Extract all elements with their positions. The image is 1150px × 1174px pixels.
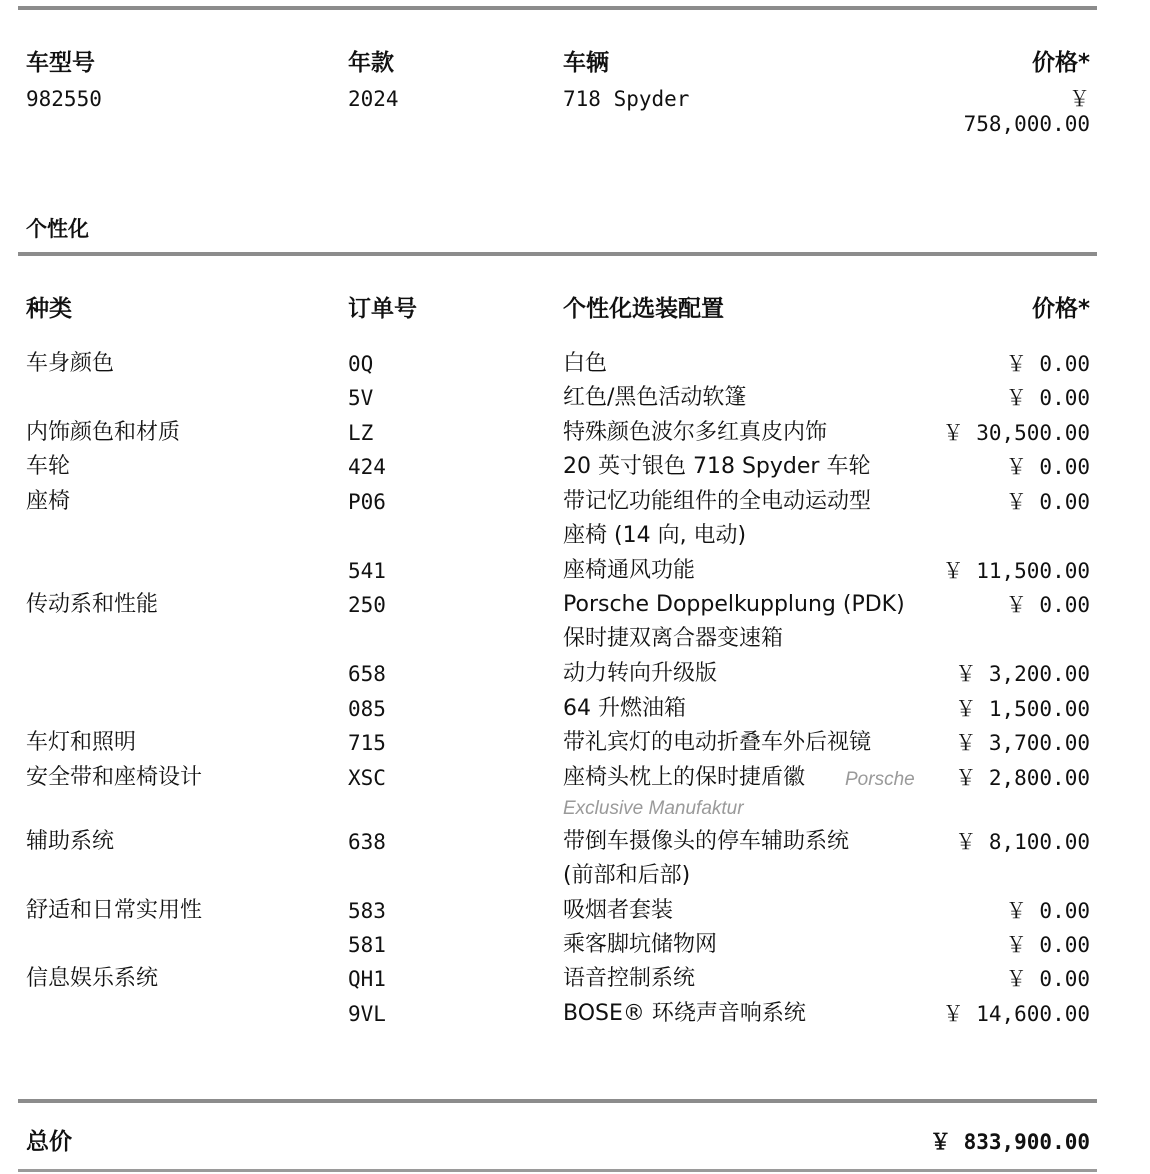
vehicle-name: 718 Spyder [563,87,690,111]
vehicle-price: 758,000.00 [963,112,1090,136]
option-description: 特殊颜色波尔多红真皮内饰 [563,420,828,445]
option-price-header: 价格* [1031,296,1090,322]
footer-divider [18,1169,1097,1172]
option-description: 动力转向升级版 [563,661,718,686]
option-order-code: 715 [348,731,386,755]
option-description: Porsche Doppelkupplung (PDK) [563,592,905,617]
option-price: ￥ 0.00 [1005,386,1090,410]
top-divider [18,6,1097,10]
option-description: 保时捷双离合器变速箱 [563,626,784,651]
option-price: ￥ 1,500.00 [955,697,1090,721]
option-price: ￥ 11,500.00 [942,559,1090,583]
option-price: ￥ 0.00 [1005,899,1090,923]
year-value: 2024 [348,87,399,111]
option-category: 座椅 [26,489,71,514]
model-code-value: 982550 [26,87,102,111]
option-price: ￥ 3,700.00 [955,731,1090,755]
year-header: 年款 [348,50,394,76]
option-order-code: 5V [348,386,374,410]
option-order-code: 581 [348,933,386,957]
option-price: ￥ 0.00 [1005,593,1090,617]
option-order-code: P06 [348,490,386,514]
option-order-code: 424 [348,455,386,479]
option-price: ￥ 0.00 [1005,967,1090,991]
option-description: 乘客脚坑储物网 [563,932,718,957]
option-description: BOSE® 环绕声音响系统 [563,1001,806,1026]
option-price: ￥ 0.00 [1005,455,1090,479]
currency-symbol: ￥ [1069,87,1090,111]
option-order-code: 638 [348,830,386,854]
option-description: 座椅 (14 向, 电动) [563,523,747,548]
option-price: ￥ 2,800.00 [955,766,1090,790]
option-description: 座椅头枕上的保时捷盾徽 [563,765,806,790]
option-category: 舒适和日常实用性 [26,898,203,923]
total-divider [18,1099,1097,1103]
total-label: 总价 [26,1129,72,1155]
option-description: (前部和后部) [563,863,691,888]
option-price: ￥ 14,600.00 [942,1002,1090,1026]
option-category: 内饰颜色和材质 [26,420,181,445]
option-description: 白色 [563,351,608,376]
option-category: 传动系和性能 [26,592,159,617]
personalization-title: 个性化 [26,217,89,241]
option-category: 辅助系统 [26,829,115,854]
option-order-code: 9VL [348,1002,386,1026]
option-description: 座椅通风功能 [563,558,696,583]
option-order-code: 085 [348,697,386,721]
option-price: ￥ 30,500.00 [942,421,1090,445]
category-header: 种类 [26,296,72,322]
option-order-code: 541 [348,559,386,583]
option-price: ￥ 3,200.00 [955,662,1090,686]
option-category: 信息娱乐系统 [26,966,159,991]
price-header: 价格* [1031,50,1090,76]
option-description: 带倒车摄像头的停车辅助系统 [563,829,850,854]
option-description: 红色/黑色活动软篷 [563,385,747,410]
option-header: 个性化选装配置 [563,296,724,322]
option-price: ￥ 0.00 [1005,490,1090,514]
total-value: ￥ 833,900.00 [929,1130,1090,1154]
option-subtext: Exclusive Manufaktur [563,798,744,819]
option-price: ￥ 0.00 [1005,352,1090,376]
option-order-code: 0Q [348,352,374,376]
option-description: 语音控制系统 [563,966,696,991]
vehicle-header: 车辆 [563,50,609,76]
option-order-code: 658 [348,662,386,686]
option-description: 带记忆功能组件的全电动运动型 [563,489,872,514]
option-subtext: Porsche [845,769,915,790]
model-code-header: 车型号 [26,50,95,76]
option-category: 车轮 [26,454,71,479]
option-order-code: 250 [348,593,386,617]
option-description: 64 升燃油箱 [563,696,686,721]
option-price: ￥ 8,100.00 [955,830,1090,854]
option-price: ￥ 0.00 [1005,933,1090,957]
option-category: 车灯和照明 [26,730,137,755]
option-order-code: XSC [348,766,386,790]
option-order-code: 583 [348,899,386,923]
option-description: 吸烟者套装 [563,898,674,923]
option-description: 带礼宾灯的电动折叠车外后视镜 [563,730,872,755]
section-divider [18,252,1097,256]
option-description: 20 英寸银色 718 Spyder 车轮 [563,454,871,479]
option-category: 车身颜色 [26,351,115,376]
order-code-header: 订单号 [348,296,417,322]
option-order-code: QH1 [348,967,386,991]
option-order-code: LZ [348,421,374,445]
option-category: 安全带和座椅设计 [26,765,203,790]
